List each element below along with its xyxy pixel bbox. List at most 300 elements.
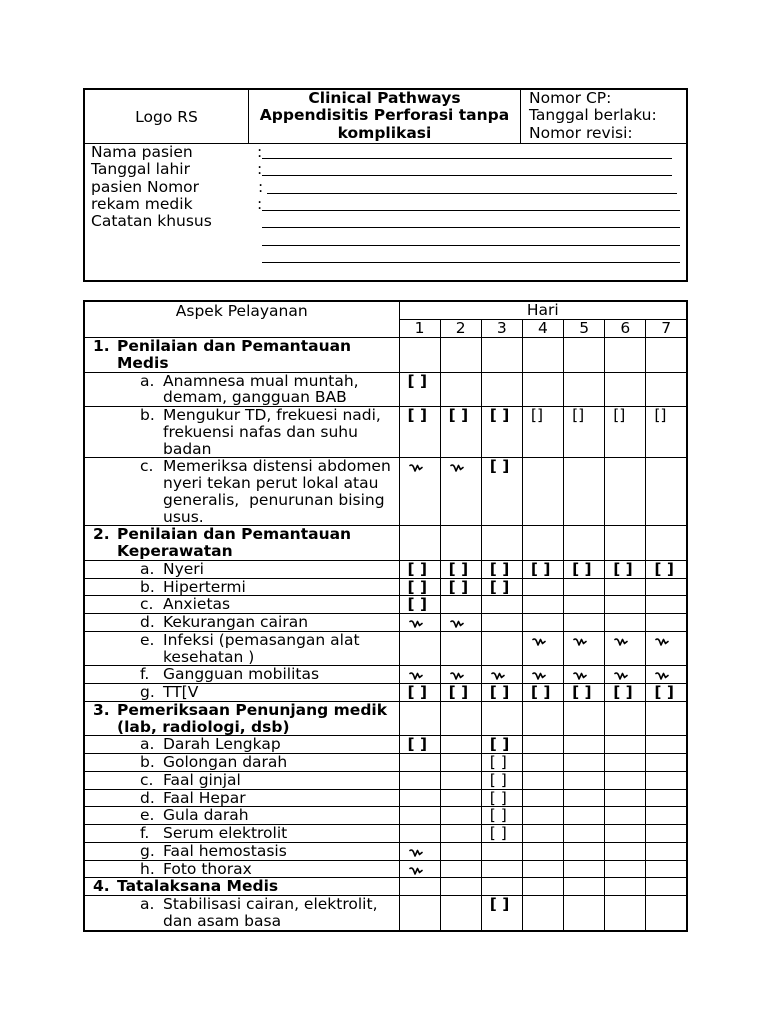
checkbox-mark: [ ] bbox=[407, 372, 428, 390]
item-text-line: Keperawatan bbox=[117, 542, 233, 560]
day-3-cell bbox=[481, 666, 522, 684]
patient-field-row bbox=[85, 144, 686, 161]
day-1-cell bbox=[399, 842, 440, 860]
day-1-cell bbox=[399, 666, 440, 684]
day-3-cell bbox=[481, 878, 522, 896]
day-5-cell bbox=[564, 526, 605, 561]
aspect-cell bbox=[84, 860, 399, 878]
day-5-cell bbox=[564, 842, 605, 860]
day-5-cell bbox=[564, 666, 605, 684]
checkbox-mark: [] bbox=[654, 406, 667, 424]
item-text bbox=[85, 684, 399, 701]
item-text-line: demam, gangguan BAB bbox=[163, 388, 347, 407]
day-5-cell bbox=[564, 860, 605, 878]
day-7-cell bbox=[646, 684, 687, 702]
day-4-cell bbox=[522, 596, 563, 614]
day-2-cell bbox=[440, 860, 481, 878]
day-7-cell bbox=[646, 736, 687, 754]
fill-line bbox=[262, 144, 672, 159]
checkbox-mark: [ ] bbox=[489, 824, 507, 842]
item-text-line: Penilaian dan Pemantauan bbox=[117, 525, 352, 544]
item-text bbox=[85, 632, 399, 666]
item-text bbox=[85, 825, 399, 842]
day-4-cell bbox=[522, 825, 563, 843]
day-6-cell bbox=[605, 736, 646, 754]
day-7-cell bbox=[646, 338, 687, 373]
checkbox-mark: [ ] bbox=[489, 735, 510, 754]
header-row bbox=[85, 90, 686, 144]
check-glyph-icon bbox=[655, 637, 669, 647]
day-1-cell bbox=[399, 807, 440, 825]
pathway-table bbox=[83, 300, 688, 932]
day-5-cell bbox=[564, 578, 605, 596]
day-2-cell bbox=[440, 878, 481, 896]
field-label: Nama pasien bbox=[91, 143, 193, 161]
item-row bbox=[84, 754, 687, 772]
aspect-content bbox=[85, 579, 399, 596]
day-5-cell bbox=[564, 771, 605, 789]
item-row bbox=[84, 789, 687, 807]
aspect-content bbox=[85, 896, 399, 930]
day-3-cell bbox=[481, 771, 522, 789]
item-row bbox=[84, 372, 687, 407]
day-3-cell bbox=[481, 614, 522, 632]
checkbox-mark: [ ] bbox=[572, 683, 592, 701]
day-4-cell bbox=[522, 578, 563, 596]
aspect-content bbox=[85, 807, 399, 824]
day-3-cell bbox=[481, 789, 522, 807]
day-6-cell bbox=[605, 807, 646, 825]
checkbox-mark: [ ] bbox=[654, 560, 674, 578]
item-row bbox=[84, 842, 687, 860]
aspect-cell bbox=[84, 407, 399, 458]
day-7-cell bbox=[646, 614, 687, 632]
field-separator: : bbox=[257, 143, 263, 161]
day-7-cell bbox=[646, 807, 687, 825]
day-2-cell bbox=[440, 596, 481, 614]
aspect-content bbox=[85, 526, 399, 560]
section-row bbox=[84, 526, 687, 561]
day-6-cell bbox=[605, 666, 646, 684]
item-text bbox=[85, 790, 399, 807]
item-row bbox=[84, 458, 687, 526]
day-1-cell bbox=[399, 701, 440, 736]
aspect-cell bbox=[84, 754, 399, 772]
aspect-cell bbox=[84, 878, 399, 896]
checkbox-mark: [ ] bbox=[407, 735, 428, 754]
day-5-cell bbox=[564, 407, 605, 458]
day-4-cell bbox=[522, 701, 563, 736]
item-text-line: Penilaian dan Pemantauan bbox=[117, 337, 352, 355]
day-3-cell bbox=[481, 596, 522, 614]
item-number: 1. bbox=[93, 337, 110, 355]
item-number: e. bbox=[140, 630, 155, 649]
item-number: a. bbox=[140, 371, 155, 390]
day-1-cell bbox=[399, 338, 440, 373]
day-4-cell bbox=[522, 372, 563, 407]
check-glyph-icon bbox=[409, 463, 423, 473]
day-4-cell bbox=[522, 458, 563, 526]
aspect-cell bbox=[84, 338, 399, 373]
section-row bbox=[84, 338, 687, 373]
day-6-cell bbox=[605, 771, 646, 789]
check-glyph-icon bbox=[573, 671, 587, 681]
day-5-cell bbox=[564, 684, 605, 702]
day-2-cell bbox=[440, 684, 481, 702]
fill-line bbox=[262, 161, 672, 176]
item-text bbox=[85, 373, 399, 407]
check-glyph-icon bbox=[409, 671, 423, 681]
day-7-cell bbox=[646, 526, 687, 561]
check-glyph-icon bbox=[532, 671, 546, 681]
day-6-cell bbox=[605, 842, 646, 860]
item-text bbox=[85, 614, 399, 631]
item-number: c. bbox=[140, 770, 154, 789]
day-4-cell bbox=[522, 771, 563, 789]
meta-nomor-revisi: Nomor revisi: bbox=[529, 123, 633, 142]
checkbox-mark: [] bbox=[613, 406, 626, 424]
day-6-cell bbox=[605, 789, 646, 807]
day-2-cell bbox=[440, 771, 481, 789]
item-text-line: dan asam basa bbox=[163, 911, 282, 930]
item-row bbox=[84, 736, 687, 754]
day-1-cell bbox=[399, 771, 440, 789]
item-row bbox=[84, 614, 687, 632]
item-text-line: Medis bbox=[117, 353, 169, 372]
aspect-content bbox=[85, 596, 399, 613]
day-4-cell bbox=[522, 896, 563, 931]
item-text-line: Mengukur TD, frekuesi nadi, bbox=[163, 406, 381, 424]
checkbox-mark: [ ] bbox=[489, 683, 510, 701]
document-header bbox=[83, 88, 688, 282]
item-number: a. bbox=[140, 735, 155, 754]
patient-field-row bbox=[85, 231, 686, 248]
item-number: c. bbox=[140, 595, 154, 614]
day-4-cell bbox=[522, 789, 563, 807]
checkbox-mark: [ ] bbox=[613, 683, 633, 701]
item-text-line: usus. bbox=[163, 507, 204, 526]
aspect-cell bbox=[84, 684, 399, 702]
day-5-cell bbox=[564, 878, 605, 896]
fill-line bbox=[262, 248, 680, 263]
item-number: b. bbox=[140, 753, 155, 771]
aspect-content bbox=[85, 338, 399, 372]
day-1-cell bbox=[399, 789, 440, 807]
check-glyph-icon bbox=[532, 637, 546, 647]
aspect-content bbox=[85, 790, 399, 807]
item-number: b. bbox=[140, 406, 155, 424]
item-number: a. bbox=[140, 895, 155, 913]
day-1-cell bbox=[399, 754, 440, 772]
day-7-cell bbox=[646, 407, 687, 458]
day-3-cell bbox=[481, 578, 522, 596]
item-text-line: generalis, penurunan bising bbox=[163, 490, 385, 509]
aspect-cell bbox=[84, 807, 399, 825]
item-number: 3. bbox=[93, 700, 110, 719]
field-label: rekam medik bbox=[91, 195, 193, 214]
day-6-cell bbox=[605, 526, 646, 561]
checkbox-mark: [ ] bbox=[489, 457, 510, 476]
day-3-cell bbox=[481, 684, 522, 702]
day-1-cell bbox=[399, 596, 440, 614]
day-2-cell bbox=[440, 754, 481, 772]
title-line: Appendisitis Perforasi tanpa bbox=[259, 106, 510, 125]
item-text-line: nyeri tekan perut lokal atau bbox=[163, 474, 379, 492]
title-line: komplikasi bbox=[337, 123, 432, 142]
day-2-cell bbox=[440, 578, 481, 596]
day-2-cell bbox=[440, 560, 481, 578]
item-text bbox=[85, 754, 399, 771]
aspect-content bbox=[85, 561, 399, 578]
checkbox-mark: [ ] bbox=[654, 683, 674, 701]
item-number: a. bbox=[140, 559, 155, 578]
day-3-cell bbox=[481, 896, 522, 931]
aspect-cell bbox=[84, 526, 399, 561]
day-2-cell bbox=[440, 666, 481, 684]
aspect-content bbox=[85, 825, 399, 842]
day-6-cell bbox=[605, 631, 646, 666]
item-text-line: TT[V bbox=[163, 683, 199, 701]
checkbox-mark: [ ] bbox=[489, 895, 510, 913]
aspect-cell bbox=[84, 736, 399, 754]
day-3-cell bbox=[481, 458, 522, 526]
aspect-cell bbox=[84, 825, 399, 843]
day-1-cell bbox=[399, 407, 440, 458]
item-row bbox=[84, 407, 687, 458]
item-text-line: (lab, radiologi, dsb) bbox=[117, 717, 290, 736]
day-6-cell bbox=[605, 754, 646, 772]
check-glyph-icon bbox=[409, 848, 423, 858]
day-3-cell bbox=[481, 842, 522, 860]
day-6-cell bbox=[605, 701, 646, 736]
day-2-header: 2 bbox=[440, 320, 481, 338]
item-text bbox=[85, 843, 399, 860]
day-1-cell bbox=[399, 631, 440, 666]
day-4-cell bbox=[522, 614, 563, 632]
document-title bbox=[249, 90, 521, 143]
item-text-line: Infeksi (pemasangan alat bbox=[163, 630, 360, 649]
aspect-cell bbox=[84, 896, 399, 931]
item-text-line: Memeriksa distensi abdomen bbox=[163, 457, 391, 476]
item-text-line: frekuensi nafas dan suhu bbox=[163, 422, 358, 441]
checkbox-mark: [ ] bbox=[448, 578, 469, 596]
day-2-cell bbox=[440, 825, 481, 843]
day-2-cell bbox=[440, 614, 481, 632]
item-number: c. bbox=[140, 457, 154, 476]
field-label: Catatan khusus bbox=[91, 212, 212, 231]
day-6-cell bbox=[605, 614, 646, 632]
field-separator: : bbox=[257, 160, 263, 179]
day-3-header: 3 bbox=[481, 320, 522, 338]
aspect-content bbox=[85, 878, 399, 895]
check-glyph-icon bbox=[614, 671, 628, 681]
day-4-cell bbox=[522, 842, 563, 860]
hari-header: Hari bbox=[399, 301, 687, 320]
day-1-cell bbox=[399, 372, 440, 407]
patient-info bbox=[85, 144, 686, 265]
item-number: d. bbox=[140, 613, 155, 631]
day-5-cell bbox=[564, 701, 605, 736]
day-1-cell bbox=[399, 878, 440, 896]
day-5-cell bbox=[564, 338, 605, 373]
fill-line bbox=[262, 231, 680, 246]
day-1-cell bbox=[399, 458, 440, 526]
day-7-cell bbox=[646, 878, 687, 896]
item-text-line: Gangguan mobilitas bbox=[163, 665, 320, 684]
day-3-cell bbox=[481, 407, 522, 458]
meta-tanggal-berlaku: Tanggal berlaku: bbox=[529, 106, 657, 125]
day-2-cell bbox=[440, 736, 481, 754]
aspect-content bbox=[85, 736, 399, 753]
check-glyph-icon bbox=[614, 637, 628, 647]
aspect-cell bbox=[84, 771, 399, 789]
item-number: g. bbox=[140, 841, 155, 860]
day-7-cell bbox=[646, 701, 687, 736]
day-4-cell bbox=[522, 338, 563, 373]
fill-line bbox=[262, 196, 680, 211]
aspect-content bbox=[85, 614, 399, 631]
day-7-cell bbox=[646, 842, 687, 860]
fill-line bbox=[267, 179, 677, 194]
day-4-cell bbox=[522, 684, 563, 702]
aspect-cell bbox=[84, 596, 399, 614]
day-6-cell bbox=[605, 407, 646, 458]
day-7-header: 7 bbox=[646, 320, 687, 338]
patient-field-row bbox=[85, 161, 686, 178]
item-text-line: Kekurangan cairan bbox=[163, 613, 309, 631]
day-1-cell bbox=[399, 578, 440, 596]
patient-field-row bbox=[85, 179, 686, 196]
checkbox-mark: [ ] bbox=[407, 595, 428, 614]
day-6-cell bbox=[605, 878, 646, 896]
aspect-cell bbox=[84, 560, 399, 578]
day-2-cell bbox=[440, 701, 481, 736]
day-6-cell bbox=[605, 596, 646, 614]
section-row bbox=[84, 701, 687, 736]
day-3-cell bbox=[481, 807, 522, 825]
item-number: f. bbox=[140, 665, 150, 684]
day-5-cell bbox=[564, 631, 605, 666]
day-4-cell bbox=[522, 878, 563, 896]
day-3-cell bbox=[481, 560, 522, 578]
day-5-cell bbox=[564, 896, 605, 931]
day-1-cell bbox=[399, 526, 440, 561]
item-text-line: badan bbox=[163, 439, 212, 458]
day-4-cell bbox=[522, 407, 563, 458]
day-3-cell bbox=[481, 631, 522, 666]
item-text-line: Golongan darah bbox=[163, 753, 288, 771]
item-text bbox=[85, 878, 399, 895]
checkbox-mark: [ ] bbox=[572, 560, 592, 578]
checkbox-mark: [ ] bbox=[448, 683, 469, 701]
day-7-cell bbox=[646, 754, 687, 772]
aspek-pelayanan-header: Aspek Pelayanan bbox=[84, 301, 399, 338]
day-4-cell bbox=[522, 666, 563, 684]
item-text-line: Foto thorax bbox=[163, 859, 252, 878]
item-number: h. bbox=[140, 859, 155, 878]
checkbox-mark: [ ] bbox=[489, 560, 510, 578]
item-row bbox=[84, 631, 687, 666]
day-5-header: 5 bbox=[564, 320, 605, 338]
aspect-content bbox=[85, 407, 399, 457]
day-2-cell bbox=[440, 372, 481, 407]
checkbox-mark: [ ] bbox=[448, 560, 469, 578]
day-4-cell bbox=[522, 860, 563, 878]
title-line: Clinical Pathways bbox=[308, 89, 461, 107]
checkbox-mark: [ ] bbox=[407, 406, 428, 424]
day-4-cell bbox=[522, 560, 563, 578]
day-3-cell bbox=[481, 372, 522, 407]
day-7-cell bbox=[646, 560, 687, 578]
aspect-content bbox=[85, 632, 399, 666]
aspect-content bbox=[85, 702, 399, 736]
check-glyph-icon bbox=[409, 866, 423, 876]
item-number: e. bbox=[140, 806, 155, 825]
item-text bbox=[85, 338, 399, 372]
item-row bbox=[84, 560, 687, 578]
table-header-row bbox=[84, 301, 687, 320]
checkbox-mark: [] bbox=[572, 406, 585, 424]
day-4-cell bbox=[522, 526, 563, 561]
item-row bbox=[84, 860, 687, 878]
logo-placeholder bbox=[85, 90, 249, 143]
day-1-cell bbox=[399, 560, 440, 578]
day-1-cell bbox=[399, 825, 440, 843]
item-text bbox=[85, 896, 399, 930]
patient-field-row bbox=[85, 248, 686, 265]
day-1-cell bbox=[399, 896, 440, 931]
item-text bbox=[85, 596, 399, 613]
day-5-cell bbox=[564, 596, 605, 614]
item-text-line: Serum elektrolit bbox=[163, 824, 288, 842]
check-glyph-icon bbox=[409, 619, 423, 629]
checkbox-mark: [ ] bbox=[489, 406, 510, 424]
field-label: Tanggal lahir bbox=[91, 160, 190, 179]
section-row bbox=[84, 878, 687, 896]
day-1-cell bbox=[399, 684, 440, 702]
day-7-cell bbox=[646, 596, 687, 614]
meta-nomor-cp: Nomor CP: bbox=[529, 89, 612, 107]
item-text bbox=[85, 702, 399, 736]
field-label: pasien Nomor bbox=[91, 177, 200, 196]
item-text bbox=[85, 407, 399, 457]
day-2-cell bbox=[440, 842, 481, 860]
item-row bbox=[84, 771, 687, 789]
aspect-content bbox=[85, 843, 399, 860]
day-2-cell bbox=[440, 526, 481, 561]
check-glyph-icon bbox=[450, 463, 464, 473]
item-text-line: Faal Hepar bbox=[163, 788, 246, 807]
day-6-cell bbox=[605, 372, 646, 407]
item-number: g. bbox=[140, 683, 155, 701]
item-text-line: Tatalaksana Medis bbox=[117, 877, 279, 896]
day-5-cell bbox=[564, 372, 605, 407]
day-5-cell bbox=[564, 825, 605, 843]
item-text bbox=[85, 526, 399, 560]
day-5-cell bbox=[564, 458, 605, 526]
aspect-content bbox=[85, 754, 399, 771]
day-2-cell bbox=[440, 338, 481, 373]
document-meta bbox=[521, 90, 686, 143]
field-separator: : bbox=[257, 195, 263, 214]
day-7-cell bbox=[646, 666, 687, 684]
item-text bbox=[85, 666, 399, 683]
day-6-cell bbox=[605, 860, 646, 878]
day-6-cell bbox=[605, 578, 646, 596]
day-3-cell bbox=[481, 338, 522, 373]
item-text bbox=[85, 736, 399, 753]
item-text bbox=[85, 807, 399, 824]
